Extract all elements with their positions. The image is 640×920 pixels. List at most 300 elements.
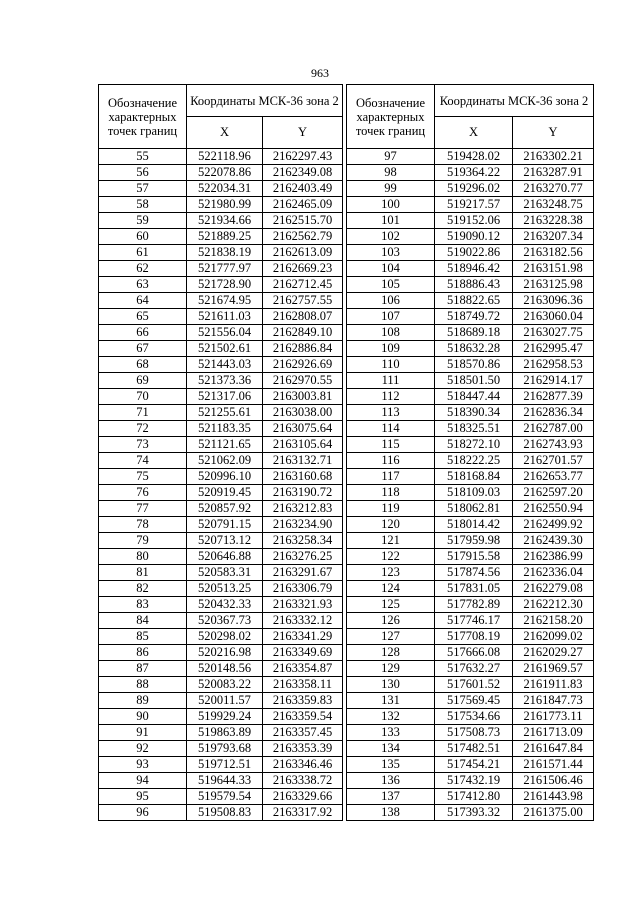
- point-number-cell: 100: [347, 197, 435, 213]
- x-coordinate-cell: 521611.03: [187, 309, 263, 325]
- y-coordinate-cell: 2161847.73: [513, 693, 594, 709]
- table-row: [99, 229, 343, 245]
- point-number-cell: 112: [347, 389, 435, 405]
- point-number-cell: 105: [347, 277, 435, 293]
- table-row: [347, 485, 594, 501]
- table-row: [347, 693, 594, 709]
- table-row: [347, 293, 594, 309]
- y-coordinate-cell: 2161773.11: [513, 709, 594, 725]
- table-row: [99, 789, 343, 805]
- x-coordinate-cell: 517508.73: [435, 725, 513, 741]
- y-coordinate-cell: 2162597.20: [513, 485, 594, 501]
- table-row: [347, 789, 594, 805]
- table-row: [347, 517, 594, 533]
- y-coordinate-cell: 2163359.54: [263, 709, 343, 725]
- y-coordinate-cell: 2163003.81: [263, 389, 343, 405]
- y-coordinate-cell: 2163190.72: [263, 485, 343, 501]
- x-coordinate-cell: 521934.66: [187, 213, 263, 229]
- x-coordinate-cell: 521062.09: [187, 453, 263, 469]
- point-number-cell: 103: [347, 245, 435, 261]
- x-coordinate-cell: 520513.25: [187, 581, 263, 597]
- point-number-cell: 61: [99, 245, 187, 261]
- x-coordinate-cell: 519929.24: [187, 709, 263, 725]
- y-coordinate-cell: 2163248.75: [513, 197, 594, 213]
- point-number-cell: 107: [347, 309, 435, 325]
- table-row: [99, 533, 343, 549]
- table-row: [99, 261, 343, 277]
- point-number-cell: 109: [347, 341, 435, 357]
- point-number-cell: 87: [99, 661, 187, 677]
- table-row: [347, 741, 594, 757]
- point-number-cell: 71: [99, 405, 187, 421]
- point-number-cell: 92: [99, 741, 187, 757]
- table-row: [99, 213, 343, 229]
- designation-header: Обозначение характерных точек границ: [347, 85, 435, 149]
- y-coordinate-cell: 2161571.44: [513, 757, 594, 773]
- x-coordinate-cell: 520857.92: [187, 501, 263, 517]
- point-number-cell: 82: [99, 581, 187, 597]
- y-coordinate-cell: 2161647.84: [513, 741, 594, 757]
- table-row: [347, 325, 594, 341]
- point-number-cell: 98: [347, 165, 435, 181]
- table-row: [99, 373, 343, 389]
- y-coordinate-cell: 2162515.70: [263, 213, 343, 229]
- table-row: [99, 757, 343, 773]
- designation-header: Обозначение характерных точек границ: [99, 85, 187, 149]
- point-number-cell: 77: [99, 501, 187, 517]
- x-coordinate-cell: 518325.51: [435, 421, 513, 437]
- table-row: [99, 197, 343, 213]
- x-coordinate-cell: 520713.12: [187, 533, 263, 549]
- point-number-cell: 135: [347, 757, 435, 773]
- y-coordinate-cell: 2163075.64: [263, 421, 343, 437]
- table-row: [347, 629, 594, 645]
- table-row: [347, 453, 594, 469]
- table-row: [99, 565, 343, 581]
- x-coordinate-cell: 518632.28: [435, 341, 513, 357]
- x-coordinate-cell: 522034.31: [187, 181, 263, 197]
- x-coordinate-cell: 519508.83: [187, 805, 263, 821]
- table-row: [347, 597, 594, 613]
- x-coordinate-cell: 517482.51: [435, 741, 513, 757]
- y-coordinate-cell: 2161969.57: [513, 661, 594, 677]
- y-coordinate-cell: 2163151.98: [513, 261, 594, 277]
- y-column-header: Y: [513, 117, 594, 149]
- x-coordinate-cell: 520148.56: [187, 661, 263, 677]
- table-row: [347, 197, 594, 213]
- x-coordinate-cell: 519863.89: [187, 725, 263, 741]
- table-row: [99, 661, 343, 677]
- table-row: [347, 501, 594, 517]
- point-number-cell: 125: [347, 597, 435, 613]
- y-coordinate-cell: 2162403.49: [263, 181, 343, 197]
- x-column-header: X: [435, 117, 513, 149]
- table-row: [99, 709, 343, 725]
- y-coordinate-cell: 2162439.30: [513, 533, 594, 549]
- point-number-cell: 73: [99, 437, 187, 453]
- table-row: [99, 581, 343, 597]
- y-coordinate-cell: 2162926.69: [263, 357, 343, 373]
- table-row: [347, 213, 594, 229]
- table-row: [347, 533, 594, 549]
- y-coordinate-cell: 2163353.39: [263, 741, 343, 757]
- x-coordinate-cell: 520216.98: [187, 645, 263, 661]
- y-coordinate-cell: 2163276.25: [263, 549, 343, 565]
- point-number-cell: 60: [99, 229, 187, 245]
- y-coordinate-cell: 2162743.93: [513, 437, 594, 453]
- y-coordinate-cell: 2163234.90: [263, 517, 343, 533]
- y-coordinate-cell: 2162386.99: [513, 549, 594, 565]
- y-coordinate-cell: 2162029.27: [513, 645, 594, 661]
- x-coordinate-cell: 518222.25: [435, 453, 513, 469]
- x-coordinate-cell: 519090.12: [435, 229, 513, 245]
- x-coordinate-cell: 521183.35: [187, 421, 263, 437]
- x-coordinate-cell: 520011.57: [187, 693, 263, 709]
- point-number-cell: 123: [347, 565, 435, 581]
- point-number-cell: 96: [99, 805, 187, 821]
- y-coordinate-cell: 2161375.00: [513, 805, 594, 821]
- y-coordinate-cell: 2162336.04: [513, 565, 594, 581]
- y-coordinate-cell: 2163329.66: [263, 789, 343, 805]
- x-coordinate-cell: 521838.19: [187, 245, 263, 261]
- table-row: [99, 549, 343, 565]
- point-number-cell: 116: [347, 453, 435, 469]
- table-row: [99, 341, 343, 357]
- x-coordinate-cell: 518689.18: [435, 325, 513, 341]
- point-number-cell: 88: [99, 677, 187, 693]
- x-coordinate-cell: 517708.19: [435, 629, 513, 645]
- y-coordinate-cell: 2163354.87: [263, 661, 343, 677]
- point-number-cell: 126: [347, 613, 435, 629]
- point-number-cell: 128: [347, 645, 435, 661]
- point-number-cell: 95: [99, 789, 187, 805]
- x-coordinate-cell: 519712.51: [187, 757, 263, 773]
- y-coordinate-cell: 2162297.43: [263, 149, 343, 165]
- x-coordinate-cell: 517874.56: [435, 565, 513, 581]
- y-coordinate-cell: 2162712.45: [263, 277, 343, 293]
- x-coordinate-cell: 519364.22: [435, 165, 513, 181]
- x-coordinate-cell: 520583.31: [187, 565, 263, 581]
- point-number-cell: 97: [347, 149, 435, 165]
- table-row: [347, 277, 594, 293]
- x-coordinate-cell: 518501.50: [435, 373, 513, 389]
- table-row: [99, 741, 343, 757]
- point-number-cell: 136: [347, 773, 435, 789]
- table-row: [99, 485, 343, 501]
- x-coordinate-cell: 521373.36: [187, 373, 263, 389]
- point-number-cell: 78: [99, 517, 187, 533]
- y-coordinate-cell: 2163038.00: [263, 405, 343, 421]
- point-number-cell: 99: [347, 181, 435, 197]
- point-number-cell: 57: [99, 181, 187, 197]
- page-number: 963: [311, 66, 329, 80]
- y-coordinate-cell: 2161506.46: [513, 773, 594, 789]
- point-number-cell: 67: [99, 341, 187, 357]
- table-row: [347, 165, 594, 181]
- x-coordinate-cell: 517534.66: [435, 709, 513, 725]
- y-coordinate-cell: 2163341.29: [263, 629, 343, 645]
- x-coordinate-cell: 521317.06: [187, 389, 263, 405]
- x-coordinate-cell: 520298.02: [187, 629, 263, 645]
- x-coordinate-cell: 518946.42: [435, 261, 513, 277]
- point-number-cell: 86: [99, 645, 187, 661]
- table-row: [99, 325, 343, 341]
- coordinates-table-left: [98, 84, 343, 821]
- point-number-cell: 122: [347, 549, 435, 565]
- point-number-cell: 113: [347, 405, 435, 421]
- x-coordinate-cell: 517782.89: [435, 597, 513, 613]
- y-coordinate-cell: 2162808.07: [263, 309, 343, 325]
- x-coordinate-cell: 518014.42: [435, 517, 513, 533]
- point-number-cell: 79: [99, 533, 187, 549]
- table-row: [99, 389, 343, 405]
- x-coordinate-cell: 520791.15: [187, 517, 263, 533]
- point-number-cell: 65: [99, 309, 187, 325]
- table-row: [347, 421, 594, 437]
- table-row: [347, 437, 594, 453]
- x-coordinate-cell: 519793.68: [187, 741, 263, 757]
- table-row: [99, 805, 343, 821]
- x-coordinate-cell: 517412.80: [435, 789, 513, 805]
- x-coordinate-cell: 519296.02: [435, 181, 513, 197]
- x-coordinate-cell: 521728.90: [187, 277, 263, 293]
- x-coordinate-cell: 518168.84: [435, 469, 513, 485]
- table-row: [347, 373, 594, 389]
- y-coordinate-cell: 2163346.46: [263, 757, 343, 773]
- table-row: [99, 421, 343, 437]
- point-number-cell: 110: [347, 357, 435, 373]
- point-number-cell: 89: [99, 693, 187, 709]
- point-number-cell: 133: [347, 725, 435, 741]
- point-number-cell: 101: [347, 213, 435, 229]
- table-row: [99, 293, 343, 309]
- coords-system-header: Координаты МСК-36 зона 2: [187, 85, 343, 117]
- point-number-cell: 59: [99, 213, 187, 229]
- y-coordinate-cell: 2162653.77: [513, 469, 594, 485]
- point-number-cell: 55: [99, 149, 187, 165]
- x-coordinate-cell: 520646.88: [187, 549, 263, 565]
- table-row: [347, 341, 594, 357]
- x-coordinate-cell: 520919.45: [187, 485, 263, 501]
- table-row: [99, 773, 343, 789]
- x-coordinate-cell: 521255.61: [187, 405, 263, 421]
- table-row: [99, 277, 343, 293]
- point-number-cell: 138: [347, 805, 435, 821]
- point-number-cell: 117: [347, 469, 435, 485]
- point-number-cell: 70: [99, 389, 187, 405]
- x-coordinate-cell: 520996.10: [187, 469, 263, 485]
- y-coordinate-cell: 2161713.09: [513, 725, 594, 741]
- point-number-cell: 132: [347, 709, 435, 725]
- table-row: [99, 405, 343, 421]
- point-number-cell: 108: [347, 325, 435, 341]
- x-coordinate-cell: 521121.65: [187, 437, 263, 453]
- y-coordinate-cell: 2163228.38: [513, 213, 594, 229]
- y-coordinate-cell: 2162886.84: [263, 341, 343, 357]
- x-coordinate-cell: 518109.03: [435, 485, 513, 501]
- table-row: [347, 309, 594, 325]
- point-number-cell: 85: [99, 629, 187, 645]
- point-number-cell: 106: [347, 293, 435, 309]
- y-coordinate-cell: 2163302.21: [513, 149, 594, 165]
- table-row: [99, 453, 343, 469]
- table-row: [347, 677, 594, 693]
- y-coordinate-cell: 2162212.30: [513, 597, 594, 613]
- table-row: [99, 629, 343, 645]
- x-coordinate-cell: 517432.19: [435, 773, 513, 789]
- table-row: [347, 229, 594, 245]
- y-coordinate-cell: 2162349.08: [263, 165, 343, 181]
- table-row: [347, 661, 594, 677]
- y-coordinate-cell: 2162279.08: [513, 581, 594, 597]
- point-number-cell: 102: [347, 229, 435, 245]
- table-row: [99, 437, 343, 453]
- y-coordinate-cell: 2162701.57: [513, 453, 594, 469]
- y-coordinate-cell: 2162836.34: [513, 405, 594, 421]
- coords-system-header: Координаты МСК-36 зона 2: [435, 85, 594, 117]
- y-coordinate-cell: 2163132.71: [263, 453, 343, 469]
- table-row: [347, 469, 594, 485]
- point-number-cell: 94: [99, 773, 187, 789]
- table-row: [347, 581, 594, 597]
- point-number-cell: 80: [99, 549, 187, 565]
- x-coordinate-cell: 521674.95: [187, 293, 263, 309]
- y-coordinate-cell: 2163359.83: [263, 693, 343, 709]
- y-coordinate-cell: 2163207.34: [513, 229, 594, 245]
- point-number-cell: 118: [347, 485, 435, 501]
- x-coordinate-cell: 521777.97: [187, 261, 263, 277]
- x-coordinate-cell: 518062.81: [435, 501, 513, 517]
- y-coordinate-cell: 2162669.23: [263, 261, 343, 277]
- table-row: [347, 357, 594, 373]
- x-coordinate-cell: 520083.22: [187, 677, 263, 693]
- table-row: [99, 245, 343, 261]
- y-coordinate-cell: 2163317.92: [263, 805, 343, 821]
- table-row: [347, 709, 594, 725]
- table-row: [347, 149, 594, 165]
- table-body-left: [99, 149, 343, 821]
- point-number-cell: 66: [99, 325, 187, 341]
- point-number-cell: 63: [99, 277, 187, 293]
- point-number-cell: 83: [99, 597, 187, 613]
- y-coordinate-cell: 2163060.04: [513, 309, 594, 325]
- x-coordinate-cell: 519152.06: [435, 213, 513, 229]
- x-coordinate-cell: 521556.04: [187, 325, 263, 341]
- table-row: [347, 613, 594, 629]
- y-coordinate-cell: 2163182.56: [513, 245, 594, 261]
- y-coordinate-cell: 2163105.64: [263, 437, 343, 453]
- point-number-cell: 75: [99, 469, 187, 485]
- y-column-header: Y: [263, 117, 343, 149]
- point-number-cell: 104: [347, 261, 435, 277]
- point-number-cell: 84: [99, 613, 187, 629]
- coordinates-table-right: [346, 84, 594, 821]
- table-row: [99, 613, 343, 629]
- table-row: [347, 181, 594, 197]
- table-row: [347, 565, 594, 581]
- y-coordinate-cell: 2162970.55: [263, 373, 343, 389]
- table-row: [99, 517, 343, 533]
- point-number-cell: 68: [99, 357, 187, 373]
- y-coordinate-cell: 2163332.12: [263, 613, 343, 629]
- x-coordinate-cell: 519428.02: [435, 149, 513, 165]
- y-coordinate-cell: 2163291.67: [263, 565, 343, 581]
- table-row: [347, 645, 594, 661]
- y-coordinate-cell: 2163357.45: [263, 725, 343, 741]
- x-coordinate-cell: 517959.98: [435, 533, 513, 549]
- x-coordinate-cell: 520367.73: [187, 613, 263, 629]
- table-row: [347, 389, 594, 405]
- table-row: [347, 725, 594, 741]
- y-coordinate-cell: 2162499.92: [513, 517, 594, 533]
- table-row: [99, 693, 343, 709]
- y-coordinate-cell: 2162958.53: [513, 357, 594, 373]
- y-coordinate-cell: 2162787.00: [513, 421, 594, 437]
- point-number-cell: 72: [99, 421, 187, 437]
- table-row: [347, 805, 594, 821]
- x-coordinate-cell: 517393.32: [435, 805, 513, 821]
- table-row: [99, 501, 343, 517]
- y-coordinate-cell: 2162562.79: [263, 229, 343, 245]
- table-row: [99, 469, 343, 485]
- point-number-cell: 137: [347, 789, 435, 805]
- x-coordinate-cell: 519644.33: [187, 773, 263, 789]
- point-number-cell: 111: [347, 373, 435, 389]
- point-number-cell: 64: [99, 293, 187, 309]
- point-number-cell: 127: [347, 629, 435, 645]
- y-coordinate-cell: 2162613.09: [263, 245, 343, 261]
- x-coordinate-cell: 521502.61: [187, 341, 263, 357]
- table-row: [99, 165, 343, 181]
- x-coordinate-cell: 518749.72: [435, 309, 513, 325]
- y-coordinate-cell: 2163258.34: [263, 533, 343, 549]
- y-coordinate-cell: 2162550.94: [513, 501, 594, 517]
- x-coordinate-cell: 518886.43: [435, 277, 513, 293]
- x-coordinate-cell: 521980.99: [187, 197, 263, 213]
- table-row: [99, 725, 343, 741]
- point-number-cell: 124: [347, 581, 435, 597]
- point-number-cell: 90: [99, 709, 187, 725]
- y-coordinate-cell: 2163349.69: [263, 645, 343, 661]
- point-number-cell: 74: [99, 453, 187, 469]
- point-number-cell: 134: [347, 741, 435, 757]
- y-coordinate-cell: 2161911.83: [513, 677, 594, 693]
- table-row: [99, 357, 343, 373]
- x-coordinate-cell: 517915.58: [435, 549, 513, 565]
- y-coordinate-cell: 2162849.10: [263, 325, 343, 341]
- x-coordinate-cell: 519217.57: [435, 197, 513, 213]
- table-row: [99, 677, 343, 693]
- x-coordinate-cell: 517632.27: [435, 661, 513, 677]
- point-number-cell: 91: [99, 725, 187, 741]
- table-row: [99, 309, 343, 325]
- point-number-cell: 120: [347, 517, 435, 533]
- x-coordinate-cell: 522078.86: [187, 165, 263, 181]
- x-coordinate-cell: 518822.65: [435, 293, 513, 309]
- y-coordinate-cell: 2163212.83: [263, 501, 343, 517]
- x-coordinate-cell: 517746.17: [435, 613, 513, 629]
- table-row: [347, 245, 594, 261]
- y-coordinate-cell: 2162158.20: [513, 613, 594, 629]
- point-number-cell: 114: [347, 421, 435, 437]
- x-coordinate-cell: 517569.45: [435, 693, 513, 709]
- x-column-header: X: [187, 117, 263, 149]
- y-coordinate-cell: 2162465.09: [263, 197, 343, 213]
- y-coordinate-cell: 2162099.02: [513, 629, 594, 645]
- point-number-cell: 93: [99, 757, 187, 773]
- point-number-cell: 58: [99, 197, 187, 213]
- y-coordinate-cell: 2163096.36: [513, 293, 594, 309]
